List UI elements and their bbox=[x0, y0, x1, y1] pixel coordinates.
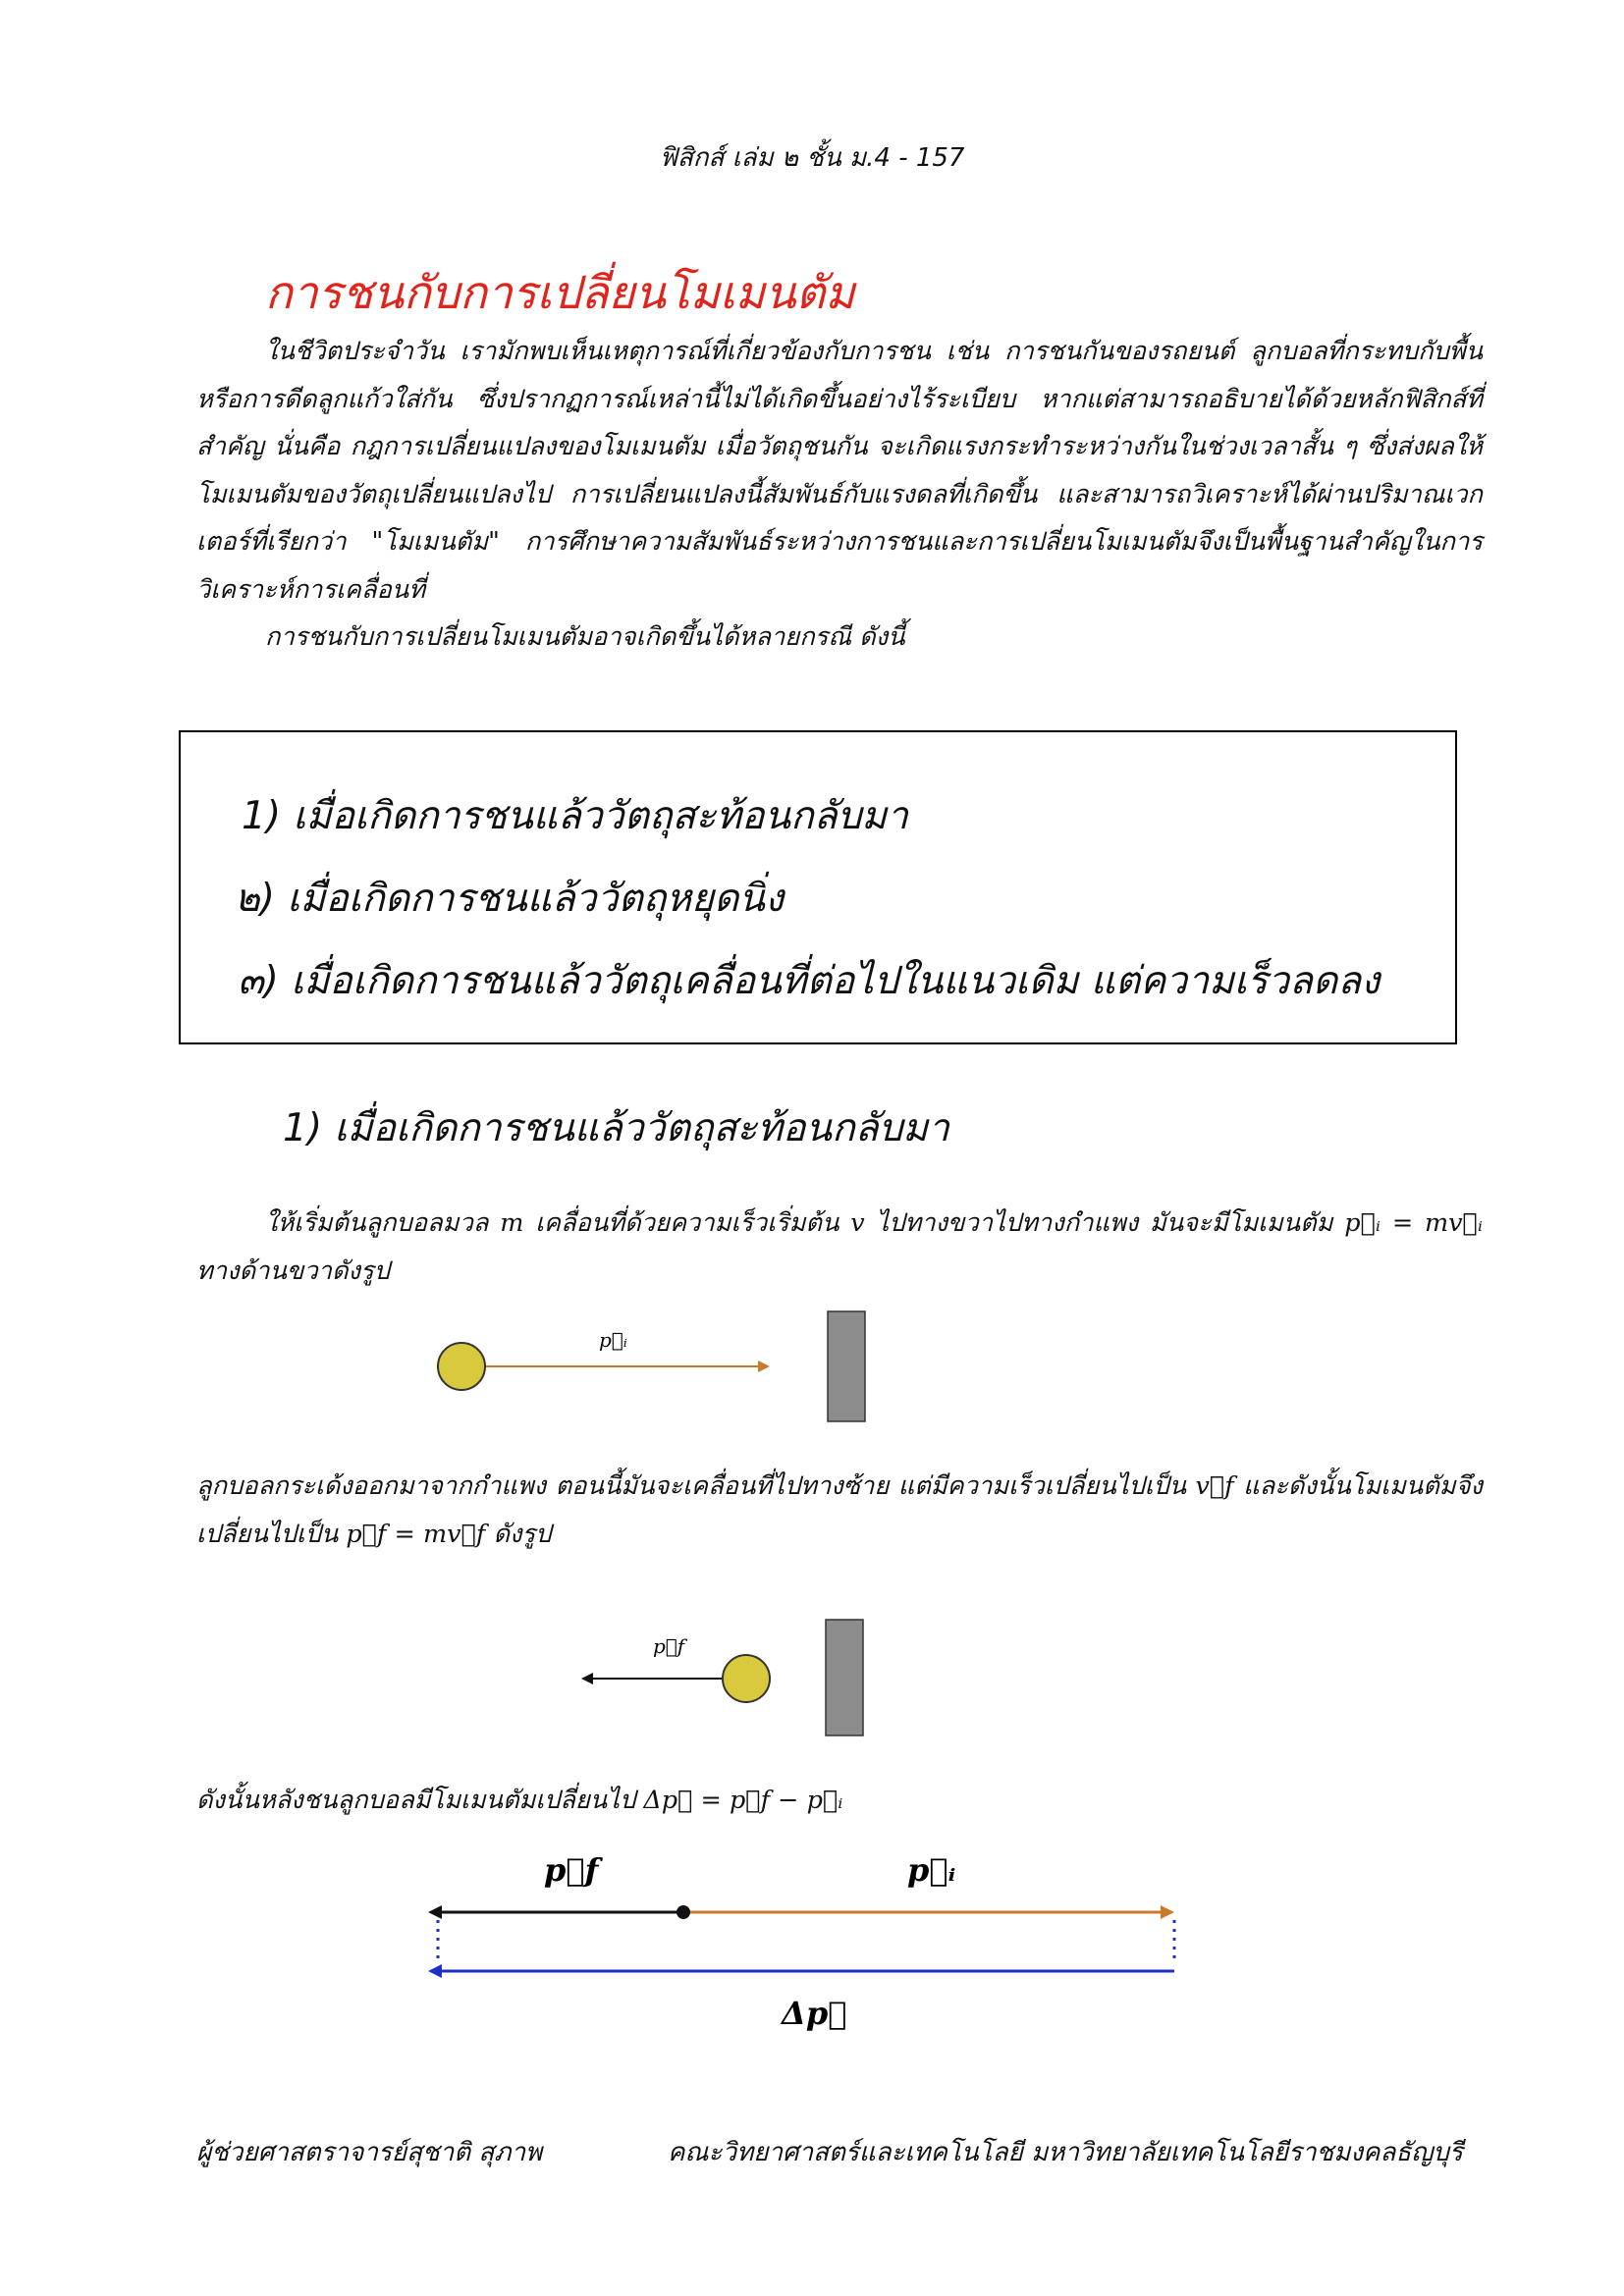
ball bbox=[723, 1655, 770, 1702]
section-paragraph-3 bbox=[196, 1777, 1483, 1825]
mass-symbol: m bbox=[500, 1208, 524, 1238]
arrowhead bbox=[1161, 1905, 1174, 1919]
text: และดังนั้นโมเมนตัมจึงเปลี่ยนไปเป็น bbox=[196, 1471, 1483, 1549]
ball bbox=[438, 1343, 485, 1390]
intro-paragraph-1: ในชีวิตประจำวัน เรามักพบเห็นเหตุการณ์ที่เกี่ยวข้องกับการชน เช่น การชนกันของรถยนต์ ลูกบอลที่กระทบกับพื้น หรือการดีดลูกแก้วใส่กัน ซึ่งปรากฏการณ์เหล่านี้ไม่ได้เกิดขึ้นอย่างไร้ระเบียบ หากแต่สามารถอธิบายได้ด้วยหลักฟิสิกส์ที่สำคัญ นั่นคือ กฎการเปลี่ยนแปลงของโมเมนตัม เมื่อวัตถุชนกัน จะเกิดแรงกระทำระหว่างกันในช่วงเวลาสั้น ๆ ซึ่งส่งผลให้โมเมนตัมของวัตถุเปลี่ยนแปลงไป การเปลี่ยนแปลงนี้สัมพันธ์กับแรงดลที่เกิดขึ้น และสามารถวิเคราะห์ได้ผ่านปริมาณเวกเตอร์ที่เรียกว่า "โมเมนตัม" การศึกษาความสัมพันธ์ระหว่างการชนและการเปลี่ยนโมเมนตัมจึงเป็นพื้นฐานสำคัญในการวิเคราะห์การเคลื่อนที่ bbox=[196, 337, 1483, 605]
case-2: ๒) เมื่อเกิดการชนแล้ววัตถุหยุดนิ่ง bbox=[235, 877, 785, 921]
final-momentum-equation: p⃗f = mv⃗f bbox=[346, 1519, 486, 1549]
section-heading: 1) เมื่อเกิดการชนแล้ววัตถุสะท้อนกลับมา bbox=[283, 1106, 949, 1150]
case-3: ๓) เมื่อเกิดการชนแล้ววัตถุเคลื่อนที่ต่อไปในแนวเดิม แต่ความเร็วลดลง bbox=[238, 959, 1380, 1003]
initial-momentum-equation: p⃗ᵢ = mv⃗ᵢ bbox=[1344, 1208, 1483, 1238]
case-1: 1) เมื่อเกิดการชนแล้ววัตถุสะท้อนกลับมา bbox=[242, 794, 908, 838]
text: ดังรูป bbox=[493, 1519, 552, 1549]
intro-text bbox=[196, 328, 1483, 662]
origin-point bbox=[677, 1905, 690, 1919]
momentum-change-label: Δp⃗ bbox=[782, 1995, 847, 2032]
velocity-symbol: v bbox=[850, 1208, 865, 1238]
arrowhead bbox=[581, 1673, 593, 1684]
wall bbox=[828, 1311, 865, 1421]
final-momentum-label: p⃗f bbox=[653, 1634, 685, 1658]
text: ลูกบอลกระเด้งออกมาจากกำแพง ตอนนี้มันจะเคลื่อนที่ไปทางซ้าย แต่มีความเร็วเปลี่ยนไปเป็น bbox=[196, 1471, 1187, 1501]
momentum-change-equation: Δp⃗ = p⃗f − p⃗ᵢ bbox=[643, 1786, 843, 1815]
footer-author: ผู้ช่วยศาสตราจารย์สุชาติ สุภาพ bbox=[196, 2138, 543, 2167]
initial-momentum-label: p⃗ᵢ bbox=[907, 1851, 956, 1889]
section-paragraph-2 bbox=[196, 1463, 1483, 1558]
cases-box bbox=[179, 730, 1457, 1044]
final-velocity-symbol: v⃗f bbox=[1195, 1471, 1234, 1501]
page-title: การชนกับการเปลี่ยนโมเมนตัม bbox=[265, 266, 855, 319]
text: ทางด้านขวาดังรูป bbox=[196, 1255, 390, 1286]
text: ดังนั้นหลังชนลูกบอลมีโมเมนตัมเปลี่ยนไป bbox=[196, 1786, 636, 1815]
text: ให้เริ่มต้นลูกบอลมวล bbox=[265, 1208, 489, 1238]
arrowhead bbox=[428, 1964, 442, 1978]
figure-initial-momentum bbox=[412, 1296, 923, 1433]
initial-momentum-label: p⃗ᵢ bbox=[599, 1328, 627, 1352]
page-header: ฟิสิกส์ เล่ม ๒ ชั้น ม.4 - 157 bbox=[659, 143, 965, 173]
intro-paragraph-2: การชนกับการเปลี่ยนโมเมนตัมอาจเกิดขึ้นได้หลายกรณี ดังนี้ bbox=[265, 622, 905, 652]
arrowhead bbox=[758, 1361, 770, 1372]
figure-momentum-change bbox=[422, 1836, 1188, 2032]
figure-final-momentum bbox=[579, 1608, 893, 1745]
final-momentum-label: p⃗f bbox=[544, 1851, 599, 1889]
footer-institution: คณะวิทยาศาสตร์และเทคโนโลยี มหาวิทยาลัยเทคโนโลยีราชมงคลธัญบุรี bbox=[668, 2138, 1463, 2167]
text: เคลื่อนที่ด้วยความเร็วเริ่มต้น bbox=[535, 1208, 839, 1238]
text: ไปทางขวาไปทางกำแพง มันจะมีโมเมนตัม bbox=[876, 1208, 1333, 1238]
wall bbox=[826, 1620, 863, 1735]
section-paragraph-1 bbox=[196, 1200, 1483, 1295]
arrowhead bbox=[428, 1905, 442, 1919]
